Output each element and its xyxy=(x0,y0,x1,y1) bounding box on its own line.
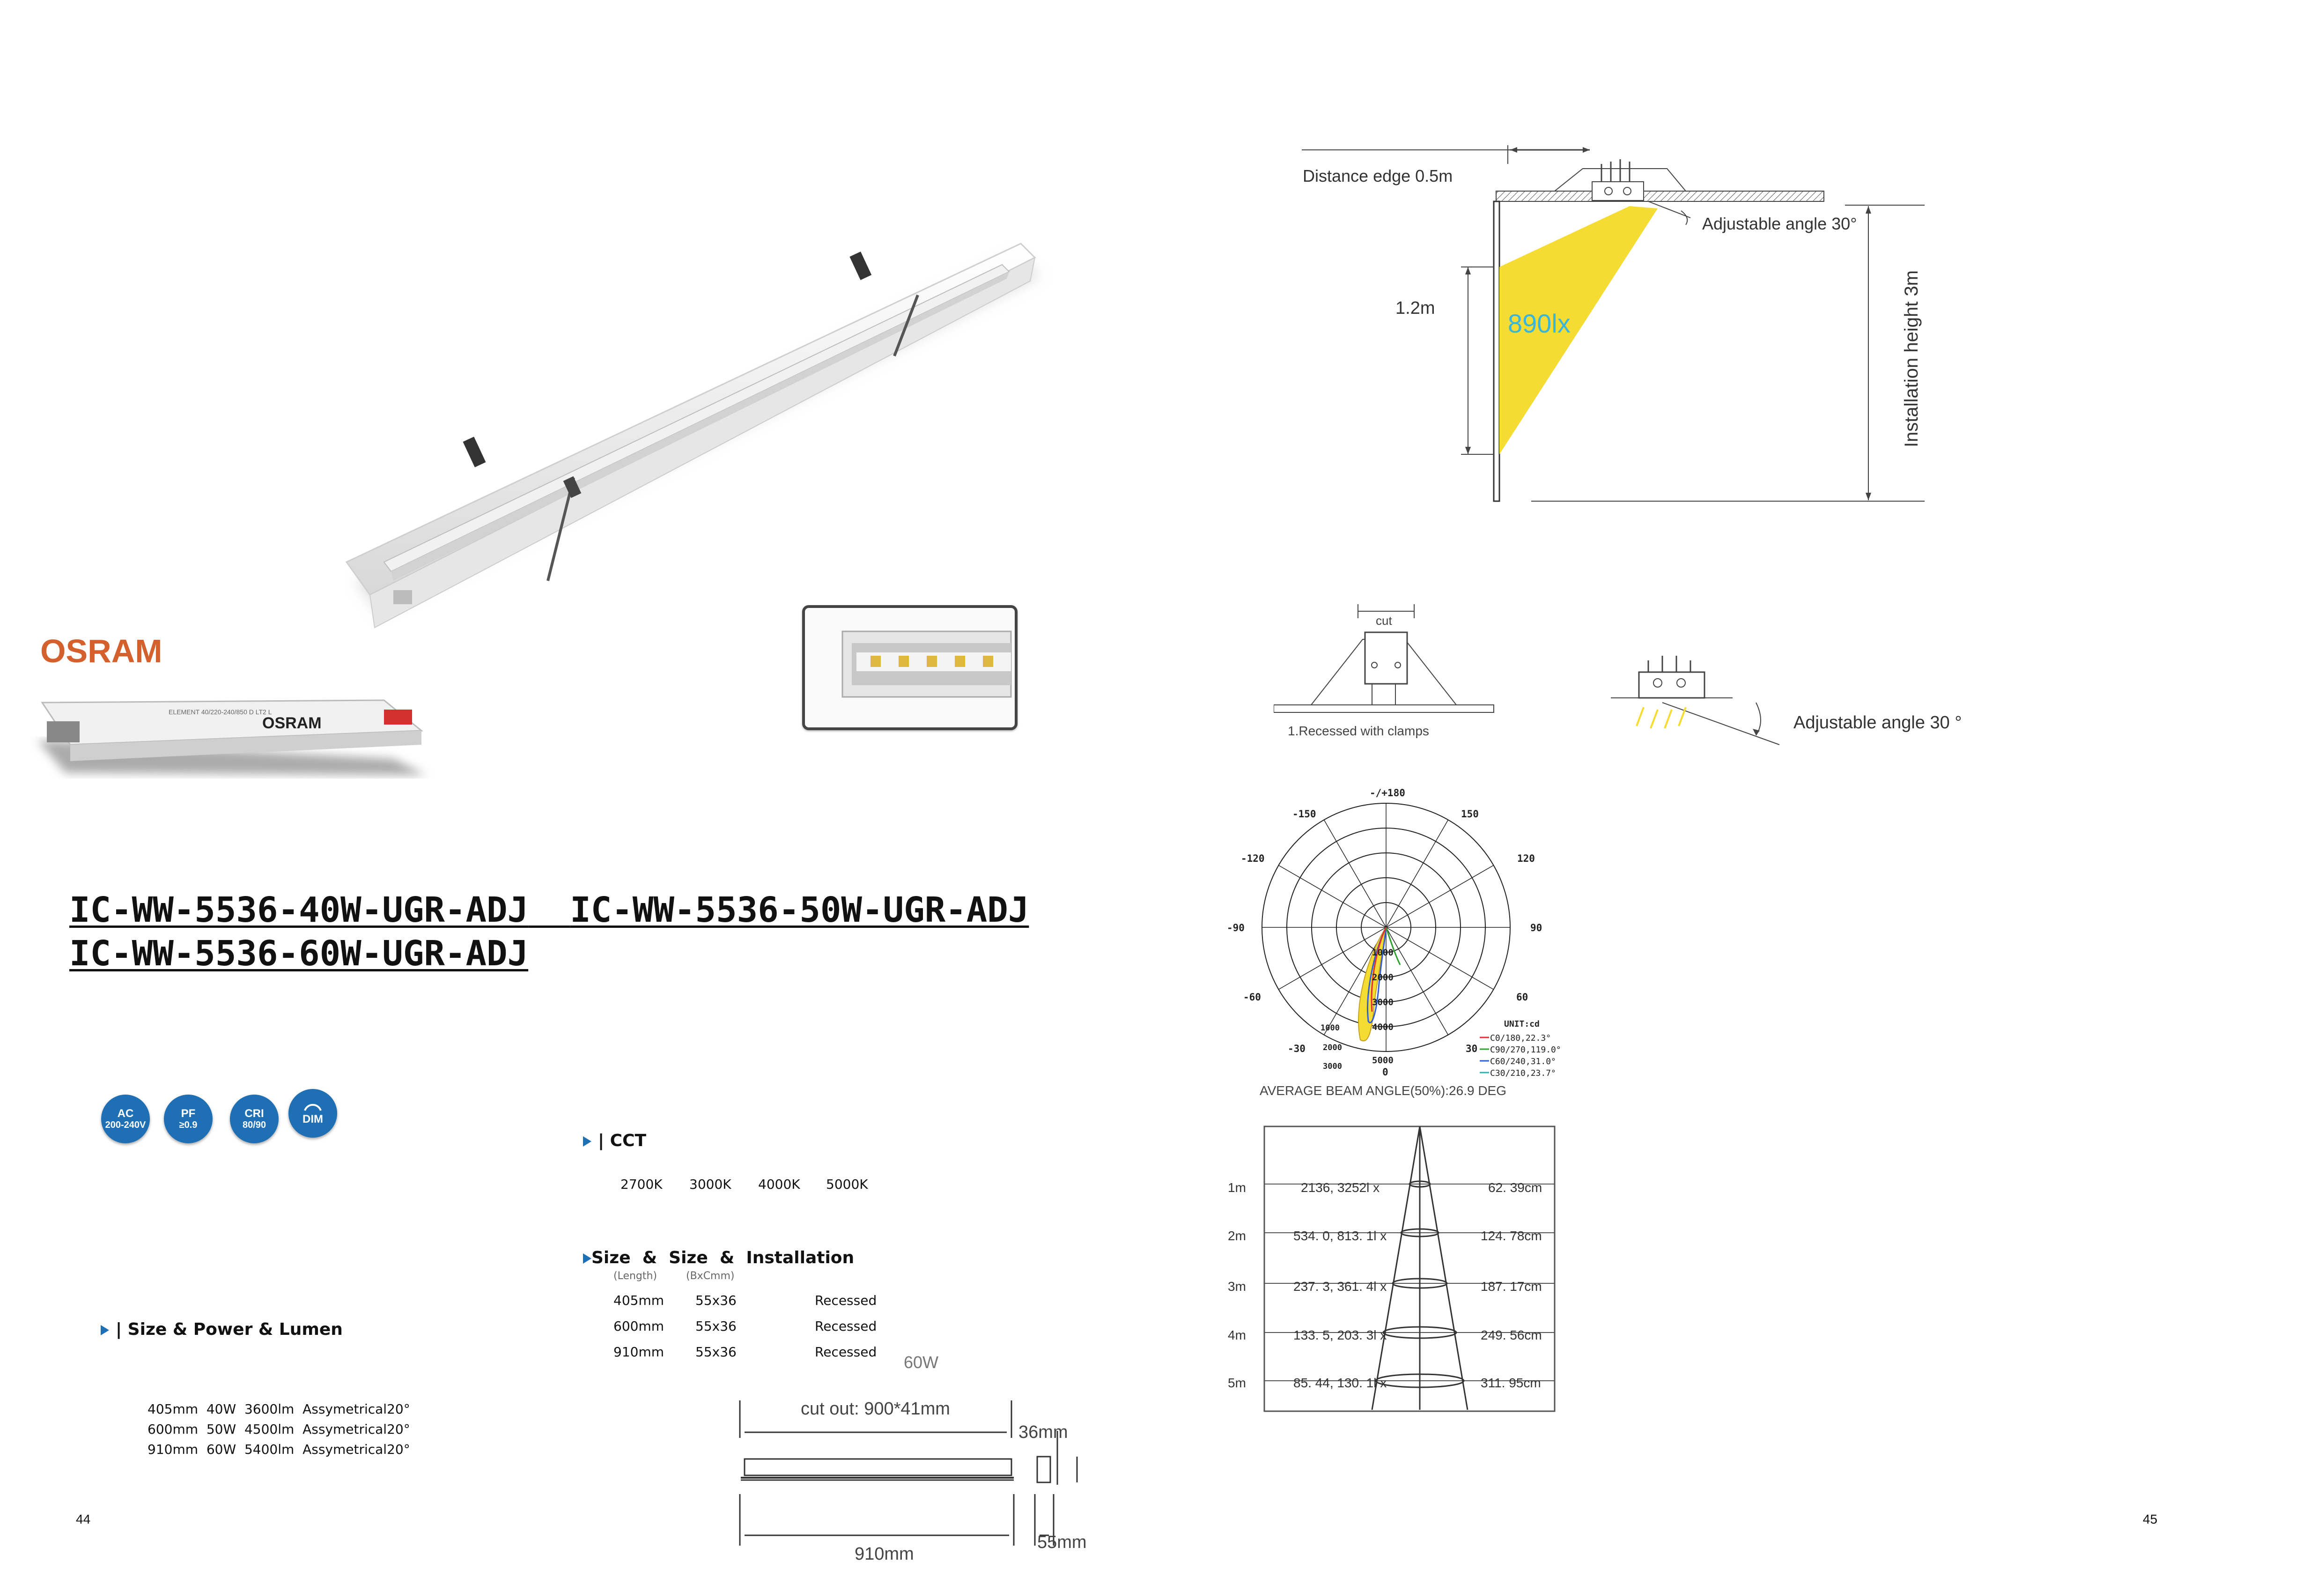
width-label: 55mm xyxy=(1037,1533,1087,1552)
ring-label: 1000 xyxy=(1321,1023,1340,1033)
size-install-row: 600mm 55x36 Recessed xyxy=(613,1318,877,1334)
pf-badge-icon: PF ≥0.9 xyxy=(164,1095,213,1143)
polar-label: 90 xyxy=(1530,922,1542,933)
distance-label: 2m xyxy=(1228,1229,1246,1243)
cri-badge-icon: CRI 80/90 xyxy=(230,1095,279,1143)
lux-value: 133. 5, 203. 3l x xyxy=(1293,1328,1387,1342)
polar-label: 120 xyxy=(1517,853,1535,864)
recessed-clamp-diagram xyxy=(1274,600,1517,754)
beam-angle-caption: AVERAGE BEAM ANGLE(50%):26.9 DEG xyxy=(1260,1083,1507,1098)
model-60w: IC-WW-5536-60W-UGR-ADJ xyxy=(69,933,529,974)
cutout-label: cut out: 900*41mm xyxy=(801,1399,950,1419)
polar-label: 60 xyxy=(1516,992,1528,1003)
ring-label: 4000 xyxy=(1372,1022,1394,1032)
size-sub: (BxCmm) xyxy=(686,1270,735,1282)
install-height-label: Installation height 3m xyxy=(1901,270,1922,447)
polar-spoke xyxy=(1324,820,1387,928)
polar-spoke xyxy=(1386,927,1494,990)
page-number-left: 44 xyxy=(76,1512,91,1526)
polar-label: 150 xyxy=(1461,808,1479,820)
model-40w: IC-WW-5536-40W-UGR-ADJ xyxy=(69,890,529,930)
svg-text:ELEMENT 40/220-240/850 D LT2 L: ELEMENT 40/220-240/850 D LT2 L xyxy=(169,708,272,716)
illuminance-table xyxy=(1217,1124,1564,1424)
distance-label: 3m xyxy=(1228,1279,1246,1294)
polar-label: -90 xyxy=(1227,922,1245,933)
cut-label: cut xyxy=(1376,614,1392,628)
size-power-row: 405mm 40W 3600lm Assymetrical20° xyxy=(148,1401,410,1417)
cct-values xyxy=(620,1177,868,1192)
svg-text:OSRAM: OSRAM xyxy=(262,714,322,732)
length-label: 910mm xyxy=(855,1544,914,1564)
polar-label: 30 xyxy=(1466,1043,1478,1054)
distance-label: 5m xyxy=(1228,1376,1246,1390)
diameter-value: 187. 17cm xyxy=(1481,1279,1542,1294)
adjustable-angle-label: Adjustable angle 30 ° xyxy=(1793,713,1962,733)
polar-spoke xyxy=(1386,866,1494,928)
polar-label: -60 xyxy=(1243,992,1261,1003)
size-install-row: 910mm 55x36 Recessed xyxy=(613,1344,877,1360)
page-number-right: 45 xyxy=(2143,1512,2158,1526)
model-50w: IC-WW-5536-50W-UGR-ADJ xyxy=(570,890,1029,930)
mount-caption: 1.Recessed with clamps xyxy=(1288,724,1429,738)
size-power-heading: | Size & Power & Lumen xyxy=(101,1320,343,1339)
polar-label: -/+180 xyxy=(1370,787,1405,799)
arrow-icon xyxy=(101,1325,109,1335)
polar-spoke xyxy=(1386,820,1448,928)
ac-badge-icon: AC 200-240V xyxy=(101,1095,150,1143)
adjustable-angle-diagram xyxy=(1611,642,1999,763)
polar-diagram xyxy=(1217,782,1606,1115)
cct-value: 4000K xyxy=(758,1177,800,1192)
lux-label: 890lx xyxy=(1508,309,1571,338)
led-closeup-photo xyxy=(802,605,1018,730)
lux-value: 85. 44, 130. 1l x xyxy=(1293,1376,1387,1390)
polar-spoke xyxy=(1386,927,1448,1035)
length-sub: (Length) xyxy=(613,1270,657,1282)
cct-value: 3000K xyxy=(689,1177,731,1192)
dim-badge-icon: DIM xyxy=(288,1089,337,1138)
legend-item: C90/270,119.0° xyxy=(1490,1045,1561,1055)
polar-label: -120 xyxy=(1241,853,1265,864)
angle-label: Adjustable angle 30° xyxy=(1702,214,1857,233)
height-label: 36mm xyxy=(1018,1422,1068,1442)
distance-label: Distance edge 0.5m xyxy=(1303,166,1453,185)
ring-label: 3000 xyxy=(1323,1062,1342,1071)
size-power-row: 910mm 60W 5400lm Assymetrical20° xyxy=(148,1442,410,1457)
ring-label: 3000 xyxy=(1372,997,1394,1007)
legend-item: C30/210,23.7° xyxy=(1490,1068,1556,1078)
size-install-row: 405mm 55x36 Recessed xyxy=(613,1293,877,1308)
lux-value: 2136, 3252l x xyxy=(1301,1180,1380,1195)
lux-value: 534. 0, 813. 1l x xyxy=(1293,1229,1387,1243)
distance-label: 1m xyxy=(1228,1180,1246,1195)
ring-label: 1000 xyxy=(1372,948,1394,958)
cct-value: 5000K xyxy=(826,1177,868,1192)
arrow-icon xyxy=(583,1253,591,1264)
size-power-row: 600mm 50W 4500lm Assymetrical20° xyxy=(148,1422,410,1437)
brand-logo: OSRAM xyxy=(40,633,162,669)
ring-label: 2000 xyxy=(1323,1043,1342,1052)
driver-photo xyxy=(28,674,440,782)
height-left-label: 1.2m xyxy=(1395,298,1435,318)
dimension-drawing xyxy=(730,1386,1114,1564)
product-photo xyxy=(328,225,1058,646)
polar-label: 0 xyxy=(1382,1066,1388,1078)
diameter-value: 124. 78cm xyxy=(1481,1229,1542,1243)
lux-value: 237. 3, 361. 4l x xyxy=(1293,1279,1387,1294)
cct-heading: | CCT xyxy=(583,1131,646,1150)
unit-label: UNIT:cd xyxy=(1504,1019,1540,1029)
legend-item: C60/240,31.0° xyxy=(1490,1057,1556,1066)
arrow-icon xyxy=(583,1136,591,1147)
polar-label: -150 xyxy=(1292,808,1316,820)
polar-label: -30 xyxy=(1288,1043,1306,1054)
legend-item: C0/180,22.3° xyxy=(1490,1033,1551,1043)
ring-label: 5000 xyxy=(1372,1055,1394,1066)
diameter-value: 62. 39cm xyxy=(1488,1180,1542,1195)
installation-diagram xyxy=(1302,136,1939,515)
dimension-model-label: 60W xyxy=(904,1353,939,1372)
diameter-value: 311. 95cm xyxy=(1481,1376,1541,1390)
cct-value: 2700K xyxy=(620,1177,663,1192)
distance-label: 4m xyxy=(1228,1328,1246,1342)
polar-spoke xyxy=(1279,866,1387,928)
size-install-heading: Size & Size & Installation xyxy=(583,1248,854,1267)
ring-label: 2000 xyxy=(1372,972,1394,983)
diameter-value: 249. 56cm xyxy=(1481,1328,1542,1342)
